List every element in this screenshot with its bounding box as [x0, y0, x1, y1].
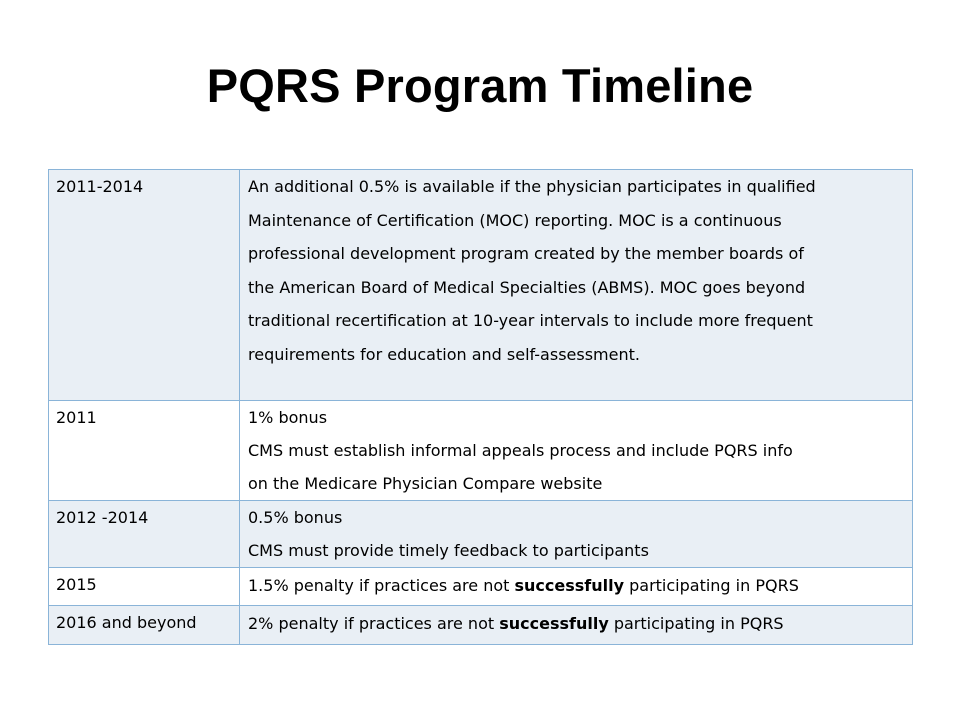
description-line: CMS must establish informal appeals process and include PQRS info — [248, 441, 793, 460]
period-cell: 2011 — [49, 401, 240, 501]
description-line: requirements for education and self-assessment. — [248, 344, 640, 364]
emphasis-text: successfully — [499, 614, 609, 633]
description-line: 1% bonus — [248, 408, 328, 427]
description-line: traditional recertification at 10-year intervals to include more frequent — [248, 311, 813, 330]
description-line — [248, 568, 906, 604]
emphasis-text: successfully — [514, 576, 625, 595]
description-line: An additional 0.5% is available if the physician participates in qualified — [248, 177, 816, 196]
table-row — [49, 606, 913, 645]
period-cell: 2011-2014 — [49, 170, 240, 401]
description-cell — [240, 401, 913, 501]
timeline-table — [48, 169, 913, 645]
description-line: 0.5% bonus — [248, 508, 343, 527]
penalty-text: 1.5% penalty if practices are not — [248, 576, 515, 595]
description-line — [248, 606, 906, 642]
description-cell — [240, 568, 913, 606]
description-cell — [240, 606, 913, 645]
table-row — [49, 401, 913, 501]
penalty-text: 2% penalty if practices are not — [248, 614, 500, 633]
period-cell: 2012 -2014 — [49, 501, 240, 568]
description-line: the American Board of Medical Specialties (ABMS). MOC goes beyond — [248, 277, 806, 297]
description-cell — [240, 170, 913, 401]
penalty-text-end: participating in PQRS — [624, 576, 799, 595]
period-cell: 2016 and beyond — [49, 606, 240, 645]
table-row — [49, 170, 913, 401]
slide-title: PQRS Program Timeline — [206, 59, 754, 112]
description-line: CMS must provide timely feedback to participants — [248, 541, 649, 560]
table-row — [49, 501, 913, 568]
penalty-text-end: participating in PQRS — [608, 614, 784, 633]
description-line: Maintenance of Certification (MOC) reporting. MOC is a continuous — [248, 210, 782, 230]
description-line: on the Medicare Physician Compare website — [248, 474, 603, 493]
description-cell — [240, 501, 913, 568]
table-row — [49, 568, 913, 606]
description-line: professional development program created by the member boards of — [248, 244, 804, 263]
period-cell: 2015 — [49, 568, 240, 606]
